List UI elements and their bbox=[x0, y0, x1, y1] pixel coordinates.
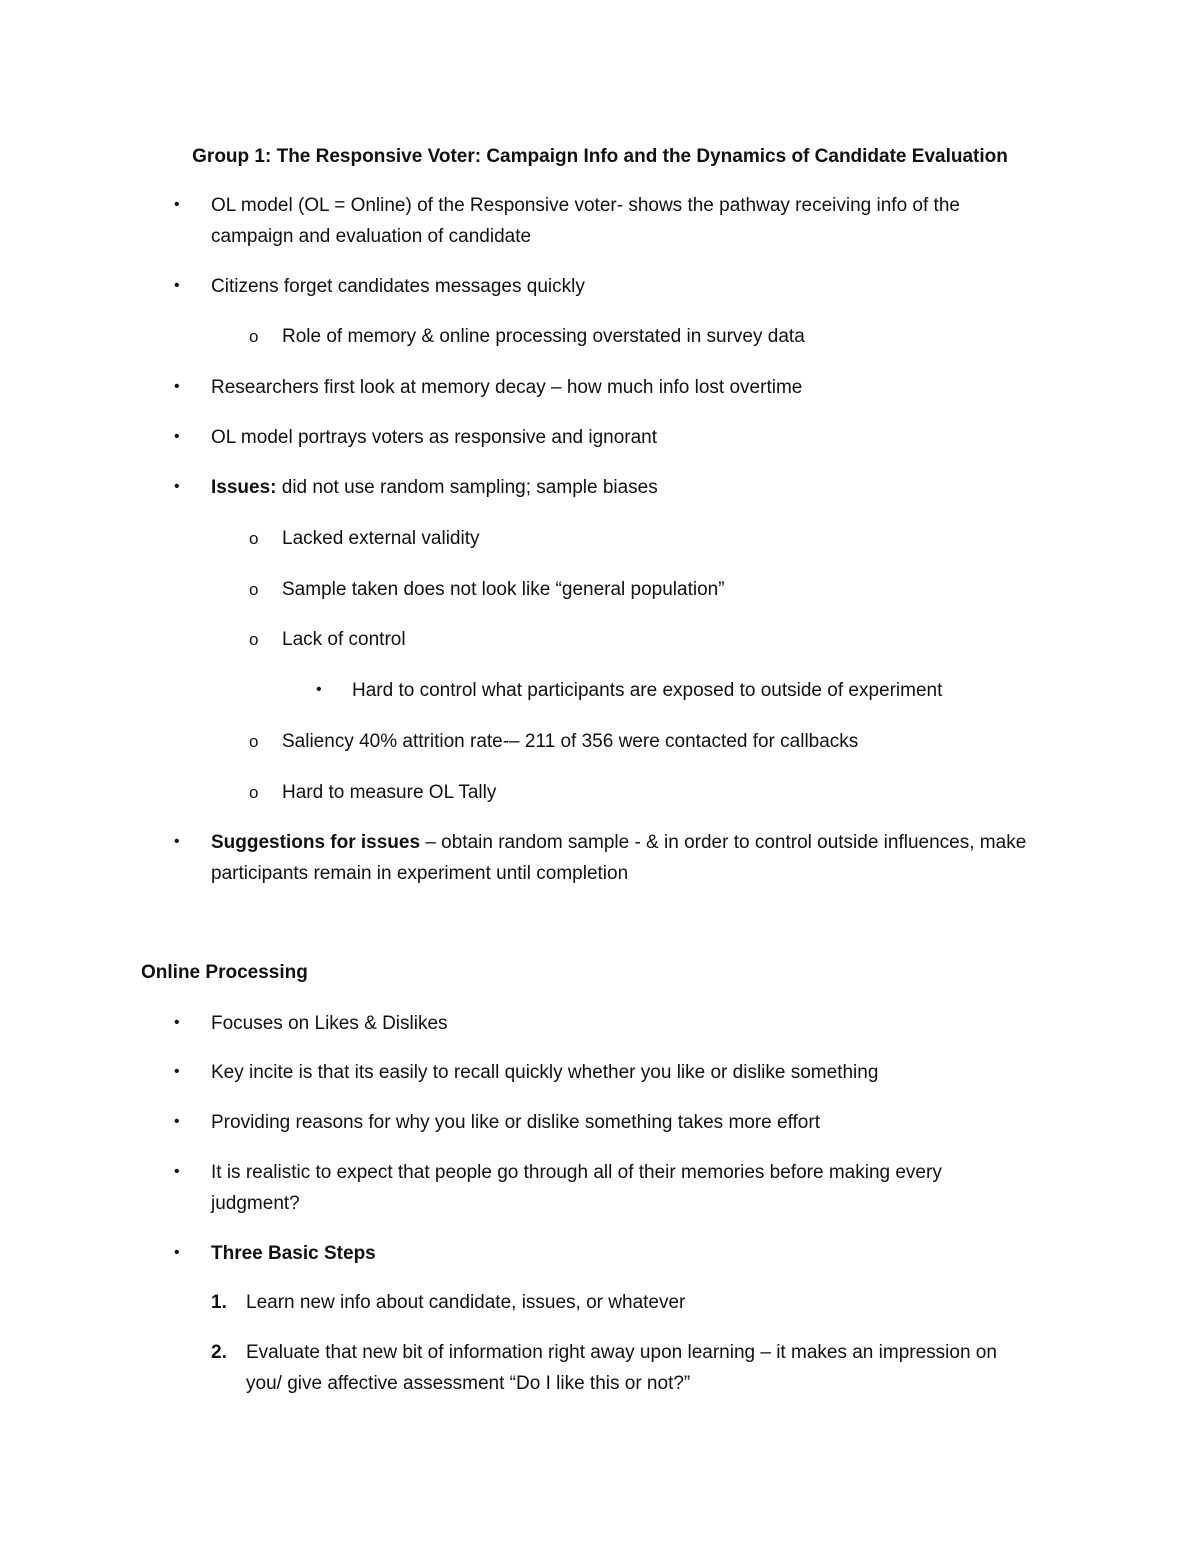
list-item-text: OL model portrays voters as responsive and ignorant bbox=[211, 427, 658, 448]
suggestions-label: Suggestions for issues bbox=[211, 832, 421, 853]
sub-list-item-text: Lacked external validity bbox=[282, 528, 480, 549]
bullet-icon: • bbox=[174, 1014, 180, 1031]
open-bullet-icon: o bbox=[249, 529, 259, 548]
open-bullet-icon: o bbox=[249, 630, 259, 649]
bullet-icon: • bbox=[174, 1244, 180, 1261]
bullet-icon: • bbox=[174, 833, 180, 850]
step-text: Evaluate that new bit of information right away upon learning – it makes an impression on bbox=[246, 1342, 997, 1363]
list-item-text bbox=[211, 472, 658, 503]
sub-list-item-text: Role of memory & online processing overstated in survey data bbox=[282, 326, 805, 347]
open-bullet-icon: o bbox=[249, 327, 259, 346]
list-item-text: campaign and evaluation of candidate bbox=[211, 226, 532, 247]
step-number: 1. bbox=[211, 1292, 227, 1313]
document-title: Group 1: The Responsive Voter: Campaign Info and the Dynamics of Candidate Evaluation bbox=[192, 146, 1008, 167]
list-item-text: Citizens forget candidates messages quickly bbox=[211, 276, 585, 297]
list-item-text: Providing reasons for why you like or dislike something takes more effort bbox=[211, 1112, 820, 1133]
open-bullet-icon: o bbox=[249, 580, 259, 599]
bullet-icon: • bbox=[174, 277, 180, 294]
sub-list-item-text: Lack of control bbox=[282, 629, 406, 650]
step-text: you/ give affective assessment “Do I like this or not?” bbox=[246, 1373, 691, 1394]
bullet-icon: • bbox=[174, 378, 180, 395]
list-item-text: participants remain in experiment until completion bbox=[211, 863, 629, 884]
sub-list-item-text: Sample taken does not look like “general population” bbox=[282, 579, 725, 600]
sub-list-item-text: Hard to measure OL Tally bbox=[282, 782, 497, 803]
bullet-icon: • bbox=[174, 1063, 180, 1080]
list-item-text: Three Basic Steps bbox=[211, 1243, 376, 1264]
step-number: 2. bbox=[211, 1342, 227, 1363]
suggestions-text: – obtain random sample - & in order to control outside influences, make bbox=[420, 832, 1027, 853]
sub-list-item-text: Saliency 40% attrition rate-– 211 of 356 were contacted for callbacks bbox=[282, 731, 859, 752]
bullet-icon: • bbox=[174, 428, 180, 445]
list-item-text: Focuses on Likes & Dislikes bbox=[211, 1013, 448, 1034]
list-item-text: OL model (OL = Online) of the Responsive voter- shows the pathway receiving info of the bbox=[211, 195, 960, 216]
list-item-text: It is realistic to expect that people go through all of their memories before making every bbox=[211, 1162, 942, 1183]
open-bullet-icon: o bbox=[249, 783, 259, 802]
list-item-text: Researchers first look at memory decay – how much info lost overtime bbox=[211, 377, 803, 398]
section-heading: Online Processing bbox=[141, 962, 308, 983]
bullet-icon: • bbox=[174, 478, 180, 495]
step-text: Learn new info about candidate, issues, or whatever bbox=[246, 1292, 686, 1313]
issues-label: Issues: bbox=[211, 477, 277, 498]
sub-sub-list-item-text: Hard to control what participants are exposed to outside of experiment bbox=[352, 680, 943, 701]
bullet-icon: • bbox=[174, 196, 180, 213]
list-item-text: judgment? bbox=[211, 1193, 300, 1214]
issues-text: did not use random sampling; sample biases bbox=[276, 477, 658, 498]
open-bullet-icon: o bbox=[249, 732, 259, 751]
bullet-icon: • bbox=[174, 1163, 180, 1180]
list-item-text: Key incite is that its easily to recall quickly whether you like or dislike something bbox=[211, 1062, 879, 1083]
bullet-icon: • bbox=[174, 1113, 180, 1130]
list-item-text bbox=[211, 827, 1026, 858]
sub-bullet-icon: • bbox=[316, 681, 322, 698]
